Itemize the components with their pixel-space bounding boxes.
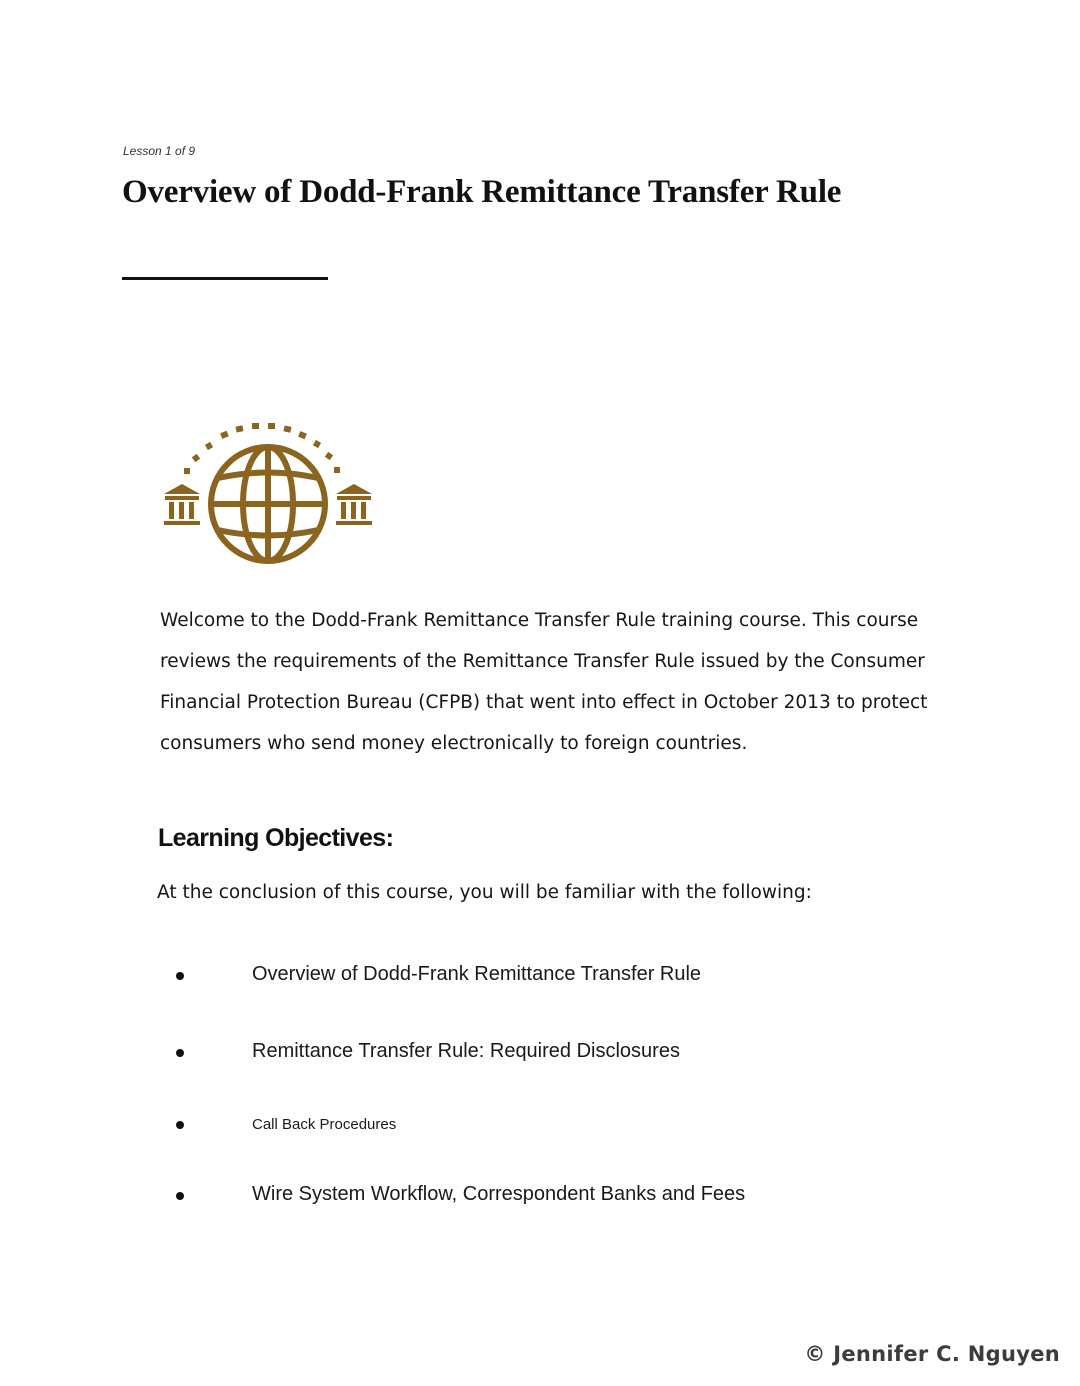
title-divider <box>122 277 328 280</box>
lesson-counter: Lesson 1 of 9 <box>123 144 196 158</box>
copyright-watermark: © Jennifer C. Nguyen <box>804 1342 1060 1366</box>
bullet-icon <box>176 1121 184 1129</box>
globe-with-banks-icon <box>160 415 378 567</box>
learning-objectives-heading: Learning Objectives: <box>158 824 394 852</box>
objective-label: Remittance Transfer Rule: Required Disclosures <box>252 1040 680 1062</box>
bullet-icon <box>176 1192 184 1200</box>
objective-label: Overview of Dodd-Frank Remittance Transfer Rule <box>252 963 702 985</box>
intro-paragraph: Welcome to the Dodd-Frank Remittance Transfer Rule training course. This course reviews the requirements of the Remittance Transfer Rule issued by the Consumer Financial Protection Bureau (CFPB) that went into effect in October 2013 to protect consumers who send money electronically to foreign countries. <box>160 610 928 754</box>
course-logo <box>160 415 378 567</box>
bullet-icon <box>176 1049 184 1057</box>
objective-label: Call Back Procedures <box>252 1116 397 1133</box>
bullet-icon <box>176 972 184 980</box>
objective-label: Wire System Workflow, Correspondent Banks and Fees <box>252 1183 746 1205</box>
page-title: Overview of Dodd-Frank Remittance Transfer Rule <box>122 174 842 210</box>
learning-objectives-intro: At the conclusion of this course, you will be familiar with the following: <box>157 882 812 903</box>
